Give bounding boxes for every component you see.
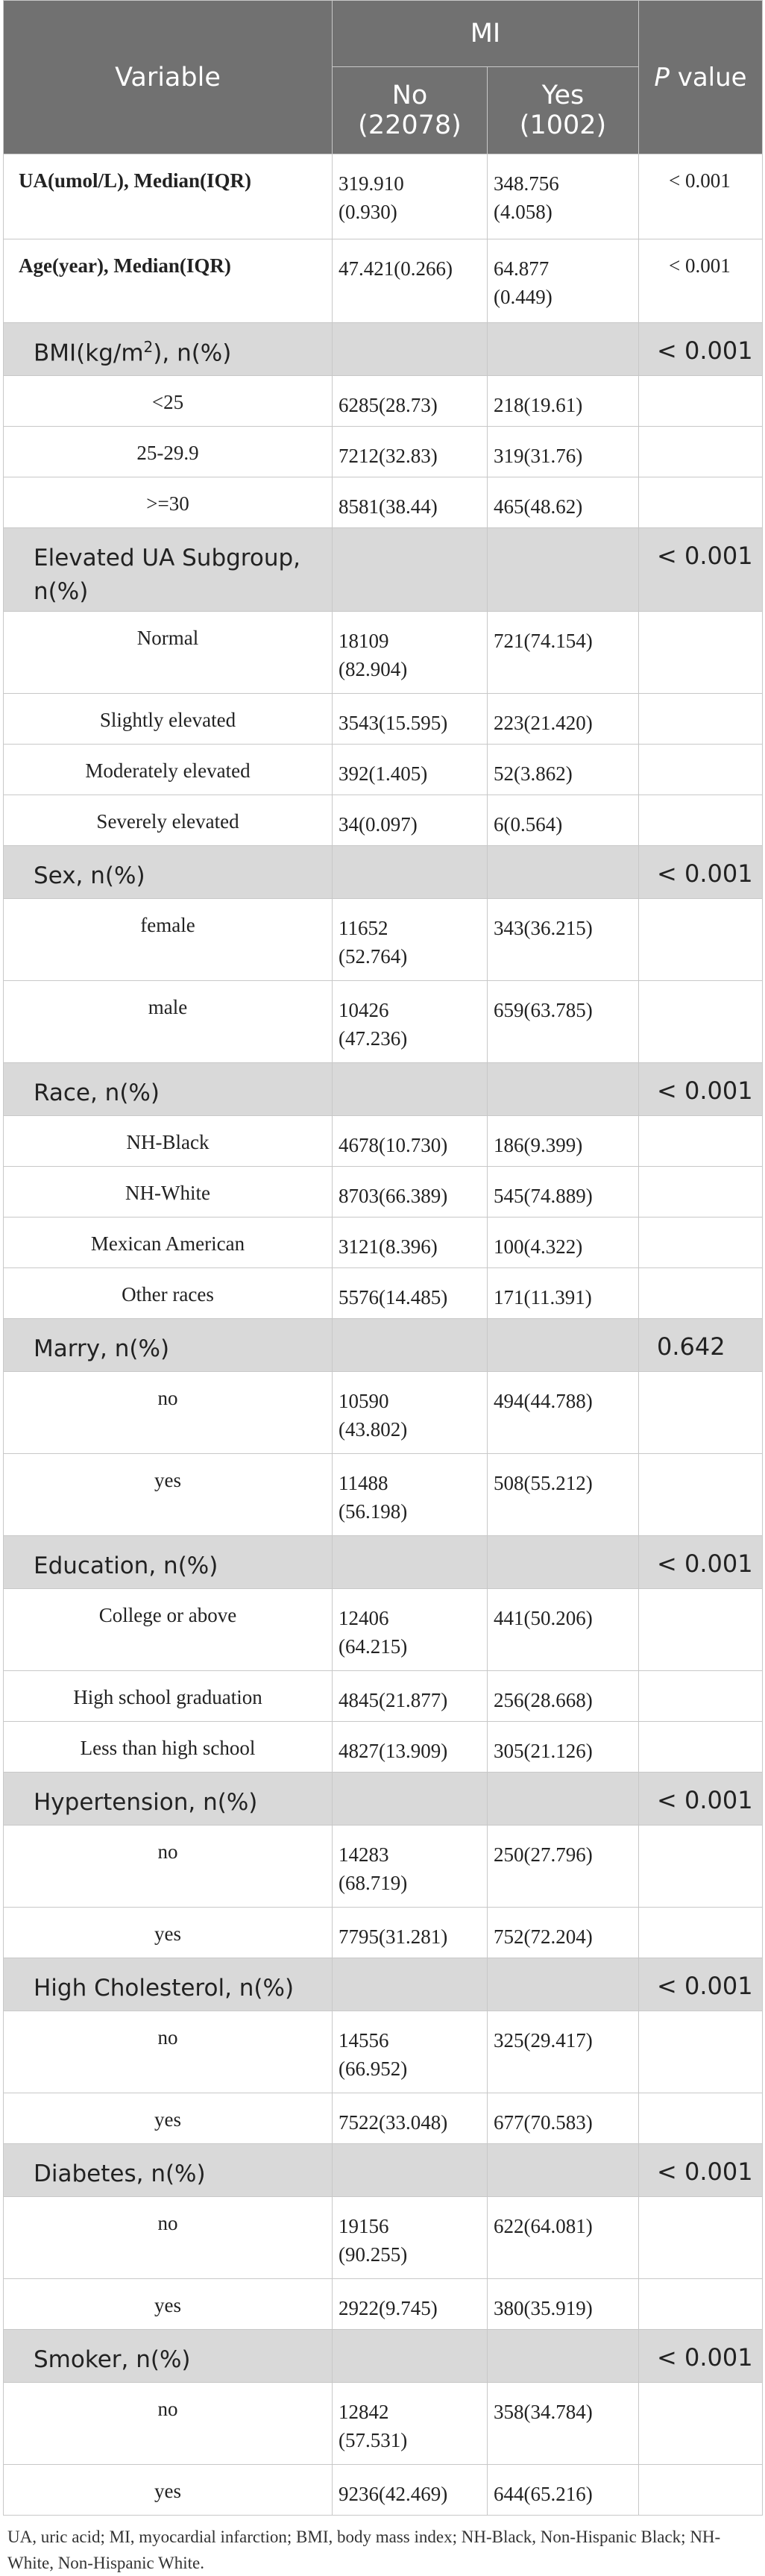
group-p-value: < 0.001 (639, 1536, 763, 1589)
group-header-row (4, 323, 763, 376)
group-header-row (4, 1958, 763, 2011)
row-label: Other races (4, 1268, 333, 1319)
group-label: Elevated UA Subgroup, n(%) (4, 528, 333, 612)
group-label: Hypertension, n(%) (4, 1773, 333, 1826)
baseline-characteristics-table (3, 0, 763, 2516)
table-row (4, 1116, 763, 1167)
group-p-value: < 0.001 (639, 1773, 763, 1826)
row-label: yes (4, 2279, 333, 2330)
cell-p-empty (639, 1722, 763, 1773)
cell-p-empty (639, 1908, 763, 1958)
header-mi-group: MI (333, 1, 639, 67)
cell-yes: 677(70.583) (488, 2093, 639, 2144)
cell-p-empty (639, 2093, 763, 2144)
cell-p-empty (639, 1268, 763, 1319)
row-label: no (4, 1372, 333, 1454)
cell-p-empty (639, 1589, 763, 1671)
table-row (4, 2279, 763, 2330)
group-empty-no (333, 1958, 488, 2011)
group-label: Smoker, n(%) (4, 2330, 333, 2383)
header-no (333, 67, 488, 154)
group-empty-no (333, 1773, 488, 1826)
cell-p-empty (639, 612, 763, 694)
cell-p-empty (639, 745, 763, 795)
cell-p-empty (639, 376, 763, 427)
row-label: Slightly elevated (4, 694, 333, 745)
cell-yes: 494(44.788) (488, 1372, 639, 1454)
table-body (4, 154, 763, 2516)
cell-yes: 644(65.216) (488, 2465, 639, 2516)
group-empty-yes (488, 323, 639, 376)
table-row (4, 154, 763, 239)
header-yes (488, 67, 639, 154)
group-p-value: < 0.001 (639, 2330, 763, 2383)
cell-yes: 250(27.796) (488, 1826, 639, 1908)
table-row (4, 1268, 763, 1319)
cell-yes: 508(55.212) (488, 1454, 639, 1536)
group-label: Diabetes, n(%) (4, 2144, 333, 2197)
cell-p-empty (639, 1372, 763, 1454)
group-empty-no (333, 323, 488, 376)
group-header-row (4, 1319, 763, 1372)
group-label: $BMI(kg/m^2)$, n(%) (4, 323, 333, 376)
table-row (4, 1589, 763, 1671)
cell-p-empty (639, 427, 763, 477)
cell-p-empty (639, 1167, 763, 1218)
group-empty-yes (488, 1536, 639, 1589)
group-label: Education, n(%) (4, 1536, 333, 1589)
cell-no: 10590 (43.802) (333, 1372, 488, 1454)
cell-p-empty (639, 795, 763, 846)
cell-yes: 171(11.391) (488, 1268, 639, 1319)
group-empty-no (333, 2330, 488, 2383)
group-header-row (4, 1773, 763, 1826)
group-empty-yes (488, 1958, 639, 2011)
table-row (4, 1372, 763, 1454)
cell-yes: 52(3.862) (488, 745, 639, 795)
table-row (4, 376, 763, 427)
cell-p-value: < 0.001 (639, 154, 763, 239)
cell-no: 8581(38.44) (333, 477, 488, 528)
table-row (4, 1826, 763, 1908)
row-label: no (4, 2383, 333, 2465)
group-p-value: < 0.001 (639, 323, 763, 376)
cell-yes: 348.756 (4.058) (488, 154, 639, 239)
cell-no: 3121(8.396) (333, 1218, 488, 1268)
cell-no: 11652 (52.764) (333, 899, 488, 981)
cell-yes: 223(21.420) (488, 694, 639, 745)
row-label: Age(year), Median(IQR) (4, 239, 333, 323)
table-row (4, 2383, 763, 2465)
cell-yes: 218(19.61) (488, 376, 639, 427)
header-no-count: (22078) (358, 110, 462, 140)
cell-p-empty (639, 981, 763, 1063)
cell-yes: 256(28.668) (488, 1671, 639, 1722)
cell-p-empty (639, 2197, 763, 2279)
header-no-label: No (391, 81, 428, 110)
row-label: Normal (4, 612, 333, 694)
table-header (4, 1, 763, 154)
group-empty-no (333, 1319, 488, 1372)
cell-yes: 721(74.154) (488, 612, 639, 694)
cell-no: 9236(42.469) (333, 2465, 488, 2516)
table-row (4, 1908, 763, 1958)
cell-yes: 305(21.126) (488, 1722, 639, 1773)
cell-p-empty (639, 1116, 763, 1167)
row-label: male (4, 981, 333, 1063)
cell-no: 11488 (56.198) (333, 1454, 488, 1536)
table-row (4, 795, 763, 846)
group-header-row (4, 846, 763, 899)
cell-yes: 325(29.417) (488, 2011, 639, 2093)
cell-p-empty (639, 477, 763, 528)
cell-yes: 343(36.215) (488, 899, 639, 981)
group-empty-yes (488, 1063, 639, 1116)
cell-no: 2922(9.745) (333, 2279, 488, 2330)
table-row (4, 981, 763, 1063)
header-yes-label: Yes (541, 81, 585, 110)
group-p-value: < 0.001 (639, 1958, 763, 2011)
cell-no: 7795(31.281) (333, 1908, 488, 1958)
header-variable: Variable (4, 1, 333, 154)
table-row (4, 2093, 763, 2144)
row-label: >=30 (4, 477, 333, 528)
row-label: Mexican American (4, 1218, 333, 1268)
cell-no: 319.910 (0.930) (333, 154, 488, 239)
group-label: Race, n(%) (4, 1063, 333, 1116)
cell-yes: 545(74.889) (488, 1167, 639, 1218)
group-empty-yes (488, 1773, 639, 1826)
cell-no: 5576(14.485) (333, 1268, 488, 1319)
cell-yes: 100(4.322) (488, 1218, 639, 1268)
table-row (4, 1722, 763, 1773)
cell-yes: 6(0.564) (488, 795, 639, 846)
group-header-row (4, 2330, 763, 2383)
group-header-row (4, 1536, 763, 1589)
row-label: Moderately elevated (4, 745, 333, 795)
table-row (4, 1454, 763, 1536)
group-p-value: < 0.001 (639, 846, 763, 899)
header-p-rest: value (669, 62, 747, 93)
cell-p-empty (639, 2279, 763, 2330)
table-row (4, 427, 763, 477)
cell-yes: 465(48.62) (488, 477, 639, 528)
group-header-row (4, 2144, 763, 2197)
table-row (4, 477, 763, 528)
table-row (4, 1167, 763, 1218)
table-row (4, 612, 763, 694)
row-label: yes (4, 1454, 333, 1536)
header-p-italic: P (654, 62, 670, 93)
cell-yes: 441(50.206) (488, 1589, 639, 1671)
cell-p-value: < 0.001 (639, 239, 763, 323)
table-container (3, 0, 762, 2576)
table-row (4, 2011, 763, 2093)
cell-no: 12406 (64.215) (333, 1589, 488, 1671)
cell-p-empty (639, 694, 763, 745)
row-label: College or above (4, 1589, 333, 1671)
row-label: yes (4, 1908, 333, 1958)
row-label: NH-Black (4, 1116, 333, 1167)
cell-p-empty (639, 2383, 763, 2465)
group-p-value: < 0.001 (639, 528, 763, 612)
cell-no: 14556 (66.952) (333, 2011, 488, 2093)
group-empty-yes (488, 1319, 639, 1372)
table-footnote: UA, uric acid; MI, myocardial infarction; BMI, body mass index; NH-Black, Non-Hispanic Black; NH-White, Non-Hispanic White. (7, 2528, 721, 2572)
group-empty-no (333, 2144, 488, 2197)
cell-p-empty (639, 1671, 763, 1722)
table-row (4, 2197, 763, 2279)
group-header-row (4, 1063, 763, 1116)
cell-no: 18109 (82.904) (333, 612, 488, 694)
cell-p-empty (639, 2465, 763, 2516)
table-row (4, 1671, 763, 1722)
group-empty-yes (488, 528, 639, 612)
cell-yes: 380(35.919) (488, 2279, 639, 2330)
group-empty-no (333, 1063, 488, 1116)
row-label: UA(umol/L), Median(IQR) (4, 154, 333, 239)
table-row (4, 2465, 763, 2516)
cell-no: 8703(66.389) (333, 1167, 488, 1218)
cell-p-empty (639, 2011, 763, 2093)
row-label: no (4, 2197, 333, 2279)
group-label: Sex, n(%) (4, 846, 333, 899)
group-label: High Cholesterol, n(%) (4, 1958, 333, 2011)
group-p-value: < 0.001 (639, 1063, 763, 1116)
cell-yes: 319(31.76) (488, 427, 639, 477)
cell-yes: 622(64.081) (488, 2197, 639, 2279)
cell-p-empty (639, 1454, 763, 1536)
row-label: 25-29.9 (4, 427, 333, 477)
cell-no: 4827(13.909) (333, 1722, 488, 1773)
group-p-value: < 0.001 (639, 2144, 763, 2197)
cell-no: 3543(15.595) (333, 694, 488, 745)
cell-no: 34(0.097) (333, 795, 488, 846)
row-label: no (4, 1826, 333, 1908)
table-row (4, 899, 763, 981)
cell-no: 14283 (68.719) (333, 1826, 488, 1908)
group-empty-no (333, 846, 488, 899)
table-row (4, 1218, 763, 1268)
cell-no: 7522(33.048) (333, 2093, 488, 2144)
cell-p-empty (639, 899, 763, 981)
cell-no: 19156 (90.255) (333, 2197, 488, 2279)
cell-no: 12842 (57.531) (333, 2383, 488, 2465)
group-empty-no (333, 528, 488, 612)
row-label: female (4, 899, 333, 981)
cell-no: 4678(10.730) (333, 1116, 488, 1167)
cell-no: 7212(32.83) (333, 427, 488, 477)
table-row (4, 745, 763, 795)
header-p-value (639, 1, 763, 154)
cell-yes: 659(63.785) (488, 981, 639, 1063)
group-p-value: 0.642 (639, 1319, 763, 1372)
group-empty-yes (488, 846, 639, 899)
group-empty-yes (488, 2144, 639, 2197)
cell-yes: 358(34.784) (488, 2383, 639, 2465)
cell-no: 10426 (47.236) (333, 981, 488, 1063)
header-yes-count: (1002) (519, 110, 607, 140)
row-label: no (4, 2011, 333, 2093)
row-label: Less than high school (4, 1722, 333, 1773)
row-label: High school graduation (4, 1671, 333, 1722)
cell-p-empty (639, 1826, 763, 1908)
table-row (4, 239, 763, 323)
table-row (4, 694, 763, 745)
row-label: Severely elevated (4, 795, 333, 846)
group-empty-yes (488, 2330, 639, 2383)
group-empty-no (333, 1536, 488, 1589)
row-label: yes (4, 2465, 333, 2516)
cell-yes: 186(9.399) (488, 1116, 639, 1167)
group-header-row (4, 528, 763, 612)
row-label: <25 (4, 376, 333, 427)
cell-no: 392(1.405) (333, 745, 488, 795)
cell-yes: 752(72.204) (488, 1908, 639, 1958)
cell-no: 47.421(0.266) (333, 239, 488, 323)
group-label: Marry, n(%) (4, 1319, 333, 1372)
cell-yes: 64.877 (0.449) (488, 239, 639, 323)
cell-p-empty (639, 1218, 763, 1268)
row-label: NH-White (4, 1167, 333, 1218)
row-label: yes (4, 2093, 333, 2144)
cell-no: 4845(21.877) (333, 1671, 488, 1722)
cell-no: 6285(28.73) (333, 376, 488, 427)
